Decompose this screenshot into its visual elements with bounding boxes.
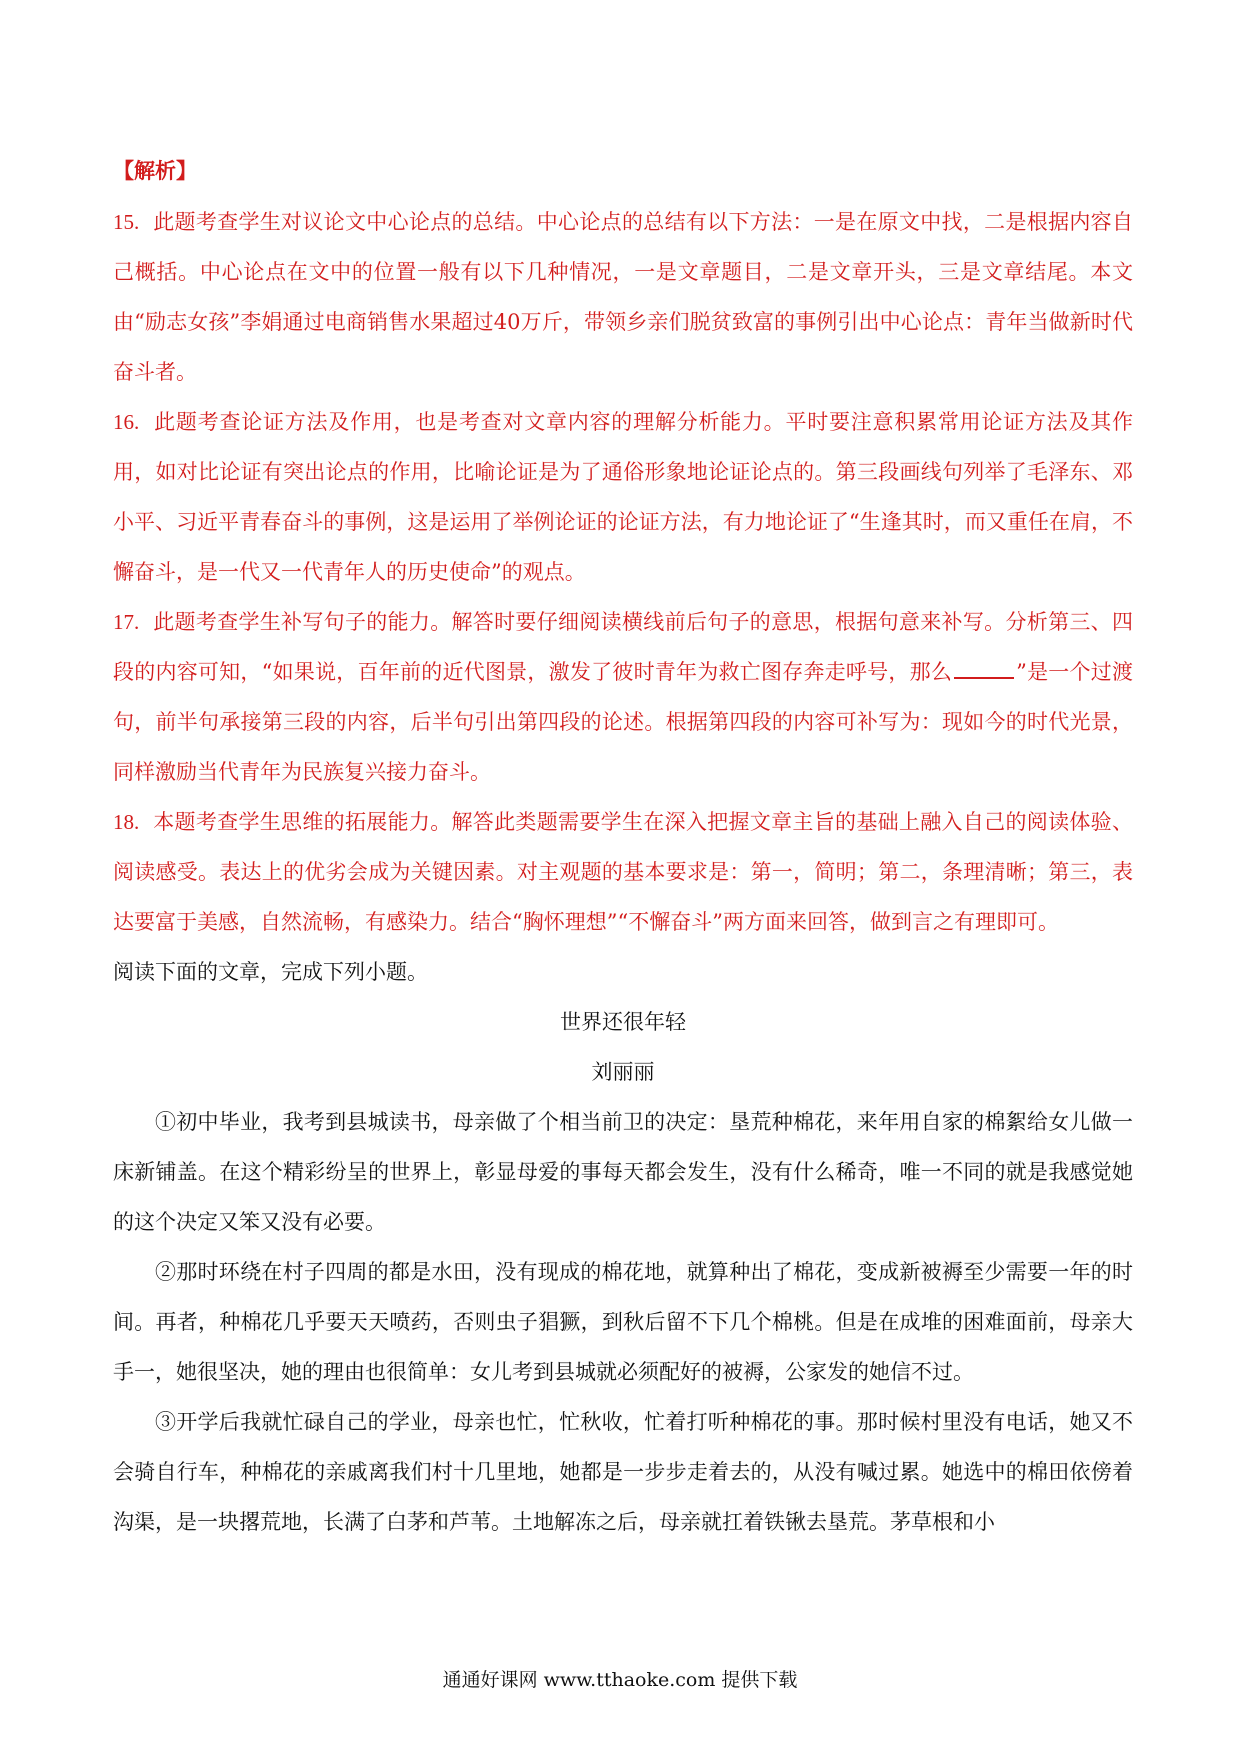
analysis-item-text-after: ”是一个过渡句，前半句承接第三段的内容，后半句引出第四段的论述。根据第四段的内容可补写为：现如今的时代光景，同样激励当代青年为民族复兴接力奋斗。: [113, 660, 1133, 784]
article-title: 世界还很年轻: [560, 1010, 686, 1034]
fill-in-blank-line: [954, 657, 1014, 679]
article-author: 刘丽丽: [591, 1060, 655, 1084]
analysis-item-number: 15.: [113, 210, 140, 234]
analysis-item-17: [113, 597, 1133, 797]
article-paragraph-1: ①初中毕业，我考到县城读书，母亲做了个相当前卫的决定：垦荒种棉花，来年用自家的棉絮给女儿做一床新铺盖。在这个精彩纷呈的世界上，彰显母爱的事每天都会发生，没有什么稀奇，唯一不同的就是我感觉她的这个决定又笨又没有必要。: [113, 1110, 1133, 1234]
analysis-item-16: [113, 397, 1133, 597]
analysis-item-text-before: 此题考查学生补写句子的能力。解答时要仔细阅读横线前后句子的意思，根据句意来补写。分析第三、四段的内容可知，“如果说，百年前的近代图景，激发了彼时青年为救亡图存奔走呼号，那么: [113, 610, 1133, 684]
article-paragraph-3: ③开学后我就忙碌自己的学业，母亲也忙，忙秋收，忙着打听种棉花的事。那时候村里没有电话，她又不会骑自行车，种棉花的亲戚离我们村十几里地，她都是一步步走着去的，从没有喊过累。她选中的棉田依傍着沟渠，是一块撂荒地，长满了白茅和芦苇。土地解冻之后，母亲就扛着铁锹去垦荒。茅草根和小: [113, 1410, 1133, 1534]
analysis-item-number: 16.: [113, 410, 140, 434]
analysis-item-text: 此题考查学生对议论文中心论点的总结。中心论点的总结有以下方法：一是在原文中找，二是根据内容自己概括。中心论点在文中的位置一般有以下几种情况，一是文章题目，二是文章开头，三是文章结尾。本文由“励志女孩”李娟通过电商销售水果超过40万斤，带领乡亲们脱贫致富的事例引出中心论点：青年当做新时代奋斗者。: [113, 210, 1133, 384]
page-footer: 通通好课网 www.tthaoke.com 提供下载: [442, 1669, 798, 1691]
analysis-item-15: [113, 197, 1133, 397]
analysis-item-number: 17.: [113, 610, 140, 634]
analysis-heading: 【解析】: [113, 158, 197, 183]
reading-intro: 阅读下面的文章，完成下列小题。: [113, 960, 428, 984]
analysis-item-text: 此题考查论证方法及作用，也是考查对文章内容的理解分析能力。平时要注意积累常用论证方法及其作用，如对比论证有突出论点的作用，比喻论证是为了通俗形象地论证论点的。第三段画线句列举了毛泽东、邓小平、习近平青春奋斗的事例，这是运用了举例论证的论证方法，有力地论证了“生逢其时，而又重任在肩，不懈奋斗，是一代又一代青年人的历史使命”的观点。: [113, 410, 1133, 584]
document-content: [113, 156, 1133, 1547]
analysis-item-number: 18.: [113, 810, 140, 834]
analysis-item-18: [113, 797, 1133, 947]
analysis-item-text: 本题考查学生思维的拓展能力。解答此类题需要学生在深入把握文章主旨的基础上融入自己的阅读体验、阅读感受。表达上的优劣会成为关键因素。对主观题的基本要求是：第一，简明；第二，条理清晰；第三，表达要富于美感，自然流畅，有感染力。结合“胸怀理想”“不懈奋斗”两方面来回答，做到言之有理即可。: [113, 810, 1133, 934]
article-paragraph-2: ②那时环绕在村子四周的都是水田，没有现成的棉花地，就算种出了棉花，变成新被褥至少需要一年的时间。再者，种棉花几乎要天天喷药，否则虫子猖獗，到秋后留不下几个棉桃。但是在成堆的困难面前，母亲大手一，她很坚决，她的理由也很简单：女儿考到县城就必须配好的被褥，公家发的她信不过。: [113, 1260, 1133, 1384]
